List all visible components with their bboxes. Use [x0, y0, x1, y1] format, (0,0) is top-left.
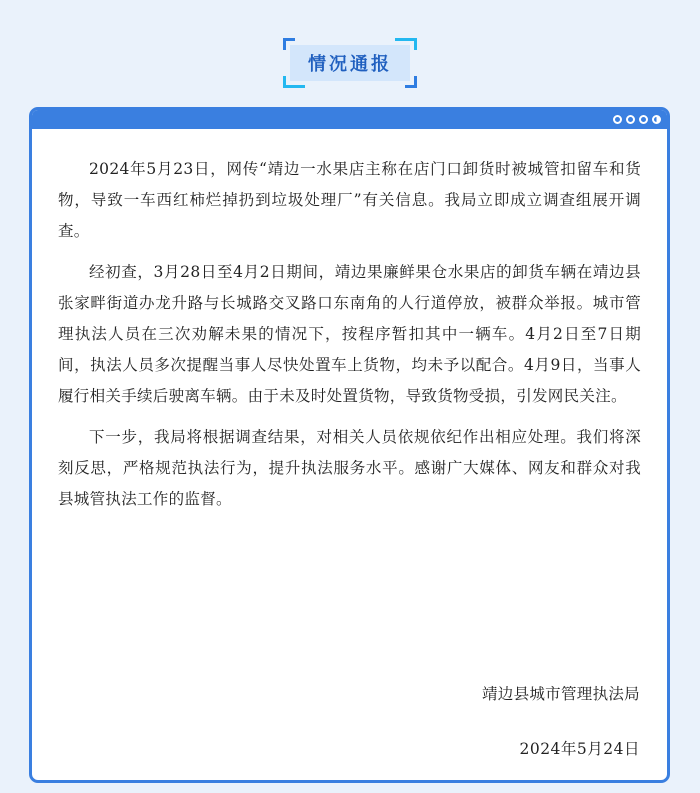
notice-paragraph: 经初查，3月28日至4月2日期间，靖边果廉鲜果仓水果店的卸货车辆在靖边县张家畔街道办龙升路与长城路交叉路口东南角的人行道停放，被群众举报。城市管理执法人员在三次劝解未果的情况下，按程序暂扣其中一辆车。4月2日至7日期间，执法人员多次提醒当事人尽快处置车上货物，均未予以配合。4月9日，当事人履行相关手续后驶离车辆。由于未及时处置货物，导致货物受损，引发网民关注。 [58, 263, 641, 405]
notice-paragraph: 2024年5月23日，网传“靖边一水果店主称在店门口卸货时被城管扣留车和货物，导致一车西红柿烂掉扔到垃圾处理厂”有关信息。我局立即成立调查组展开调查。 [58, 160, 641, 240]
notice-body [32, 129, 667, 515]
window-dot-icon [626, 115, 635, 124]
card-title-bar [32, 110, 667, 129]
notice-paragraph: 下一步，我局将根据调查结果，对相关人员依规依纪作出相应处理。我们将深刻反思，严格规范执法行为，提升执法服务水平。感谢广大媒体、网友和群众对我县城管执法工作的监督。 [58, 428, 641, 508]
notice-card [29, 107, 670, 783]
window-dot-icon [613, 115, 622, 124]
title-badge [283, 38, 417, 88]
page-title: 情况通报 [308, 54, 392, 75]
issuer-signature: 靖边县城市管理执法局 [481, 685, 640, 703]
issue-date: 2024年5月24日 [519, 740, 640, 758]
title-box [290, 45, 410, 81]
window-half-dot-icon [652, 115, 661, 124]
window-dot-icon [639, 115, 648, 124]
